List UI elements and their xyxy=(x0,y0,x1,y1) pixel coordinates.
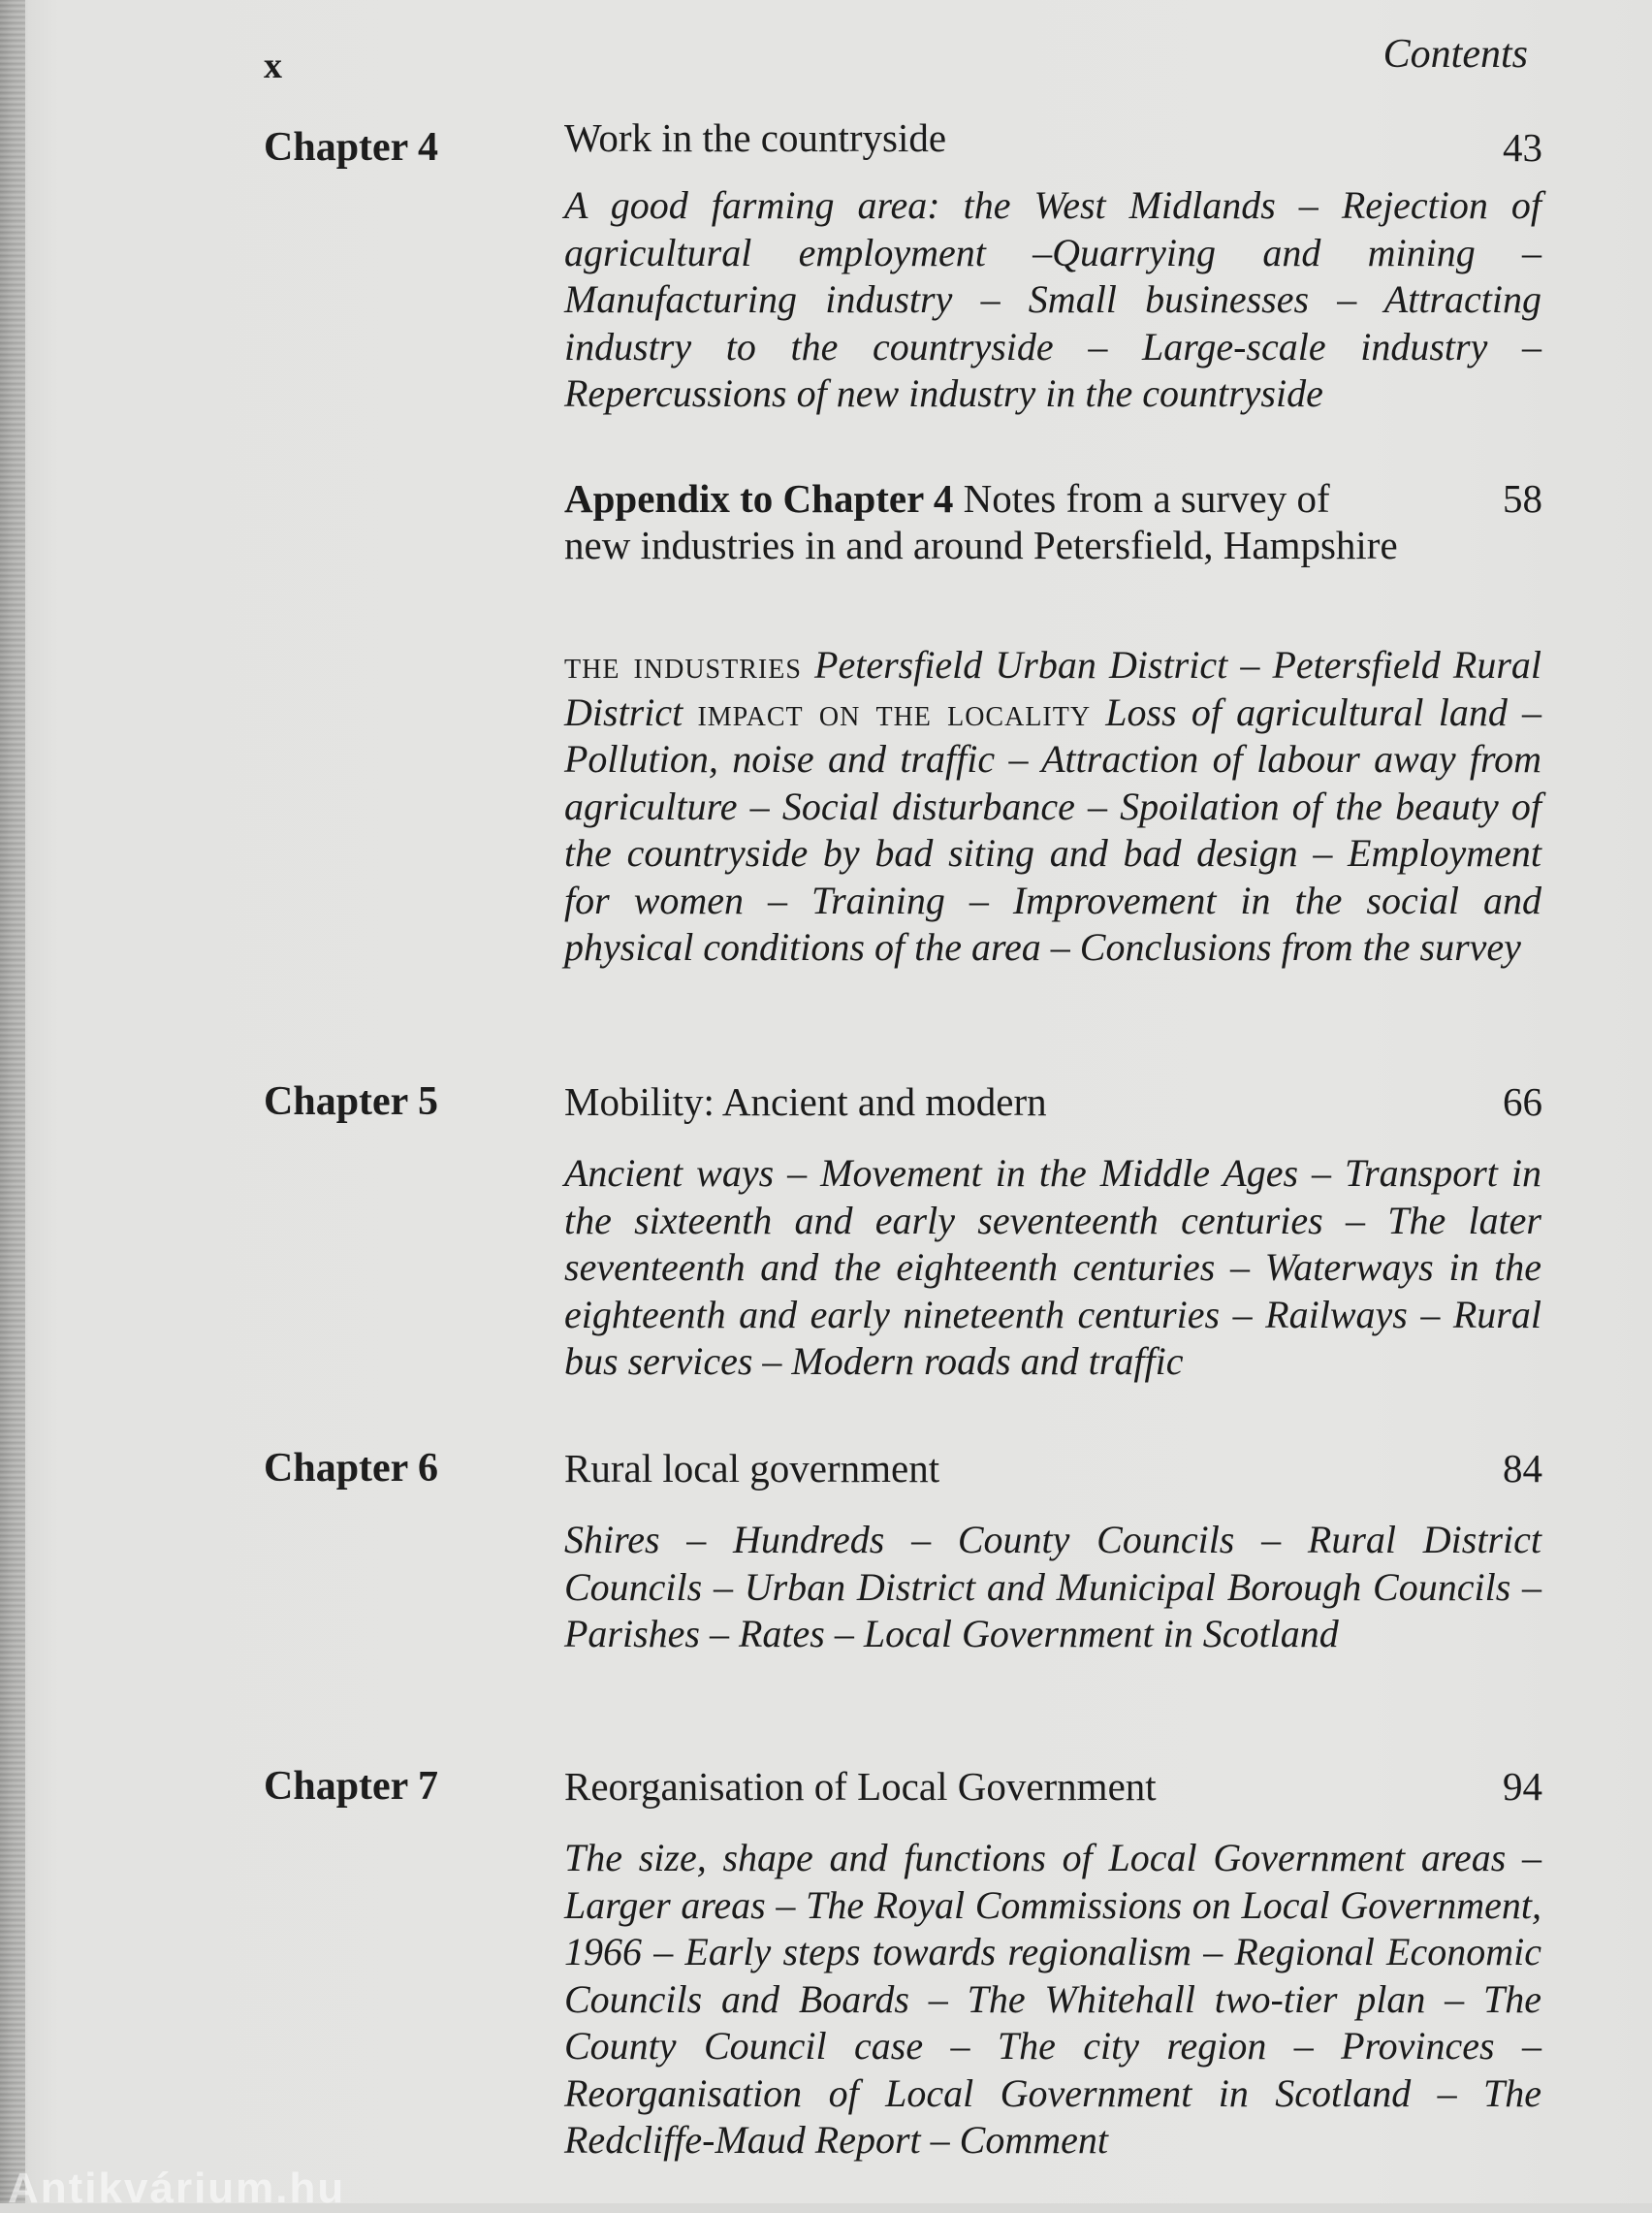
page-number: 84 xyxy=(1503,1446,1542,1491)
watermark: Antikvárium.hu xyxy=(8,2165,346,2212)
chapter-label: Chapter 6 xyxy=(264,1446,439,1491)
appendix-summary xyxy=(564,642,1541,972)
chapter-label: Chapter 7 xyxy=(264,1764,439,1809)
book-spine-edge xyxy=(0,0,25,2203)
chapter-title: Work in the countryside xyxy=(564,115,947,160)
chapter-title: Mobility: Ancient and modern xyxy=(564,1079,1047,1124)
page-number: 66 xyxy=(1503,1079,1542,1124)
page-number: 43 xyxy=(1503,125,1542,170)
chapter-summary: Ancient ways – Movement in the Middle Ages – Transport in the sixteenth and early seventeenth centuries – The later seventeenth and the eighteenth centuries – Waterways in the eighteenth and early nineteenth centuries – Railways – Rural bus services – Modern roads and traffic xyxy=(564,1151,1541,1383)
chapter-summary: Shires – Hundreds – County Councils – Rural District Councils – Urban District and Municipal Borough Councils – Parishes – Rates – Local Government in Scotland xyxy=(564,1518,1541,1655)
page-folio: x xyxy=(264,46,282,86)
chapter-label: Chapter 5 xyxy=(264,1079,439,1124)
appendix-title: Notes from a survey of new industries in and around Petersfield, Hampshire xyxy=(564,476,1398,567)
section-text: Petersfield Urban District – Petersfield Rural District xyxy=(564,643,1541,734)
section-label: the industries xyxy=(564,643,802,687)
section-label: impact on the locality xyxy=(697,690,1092,734)
section-text: Loss of agricultural land – Pollution, noise and traffic – Attraction of labour away from agriculture – Social disturbance – Spoilation of the beauty of the countryside by bad siting and bad design – Employment for women – Training – Improvement in the social and physical conditions of the area – Conclusions from the survey xyxy=(564,690,1542,969)
chapter-title: Rural local government xyxy=(564,1446,940,1491)
chapter-summary: A good farming area: the West Midlands – Rejection of agricultural employment –Quarrying and mining – Manufacturing industry – Small businesses – Attracting industry to the countryside – Large-scale industry – Repercussions of new industry in the countryside xyxy=(564,183,1541,415)
page-number: 58 xyxy=(1503,476,1542,521)
chapter-label: Chapter 4 xyxy=(264,125,439,170)
appendix-heading xyxy=(564,475,1398,568)
chapter-title: Reorganisation of Local Government xyxy=(564,1764,1157,1809)
page-number: 94 xyxy=(1503,1764,1542,1809)
chapter-summary: The size, shape and functions of Local Government areas – Larger areas – The Royal Commissions on Local Government, 1966 – Early steps towards regionalism – Regional Economic Councils and Boards – The Whitehall two-tier plan – The County Council case – The city region – Provinces – Reorganisation of Local Government in Scotland – The Redcliffe-Maud Report – Comment xyxy=(564,1836,1541,2162)
running-title: Contents xyxy=(1382,32,1528,77)
appendix-label: Appendix to Chapter 4 xyxy=(564,476,954,521)
